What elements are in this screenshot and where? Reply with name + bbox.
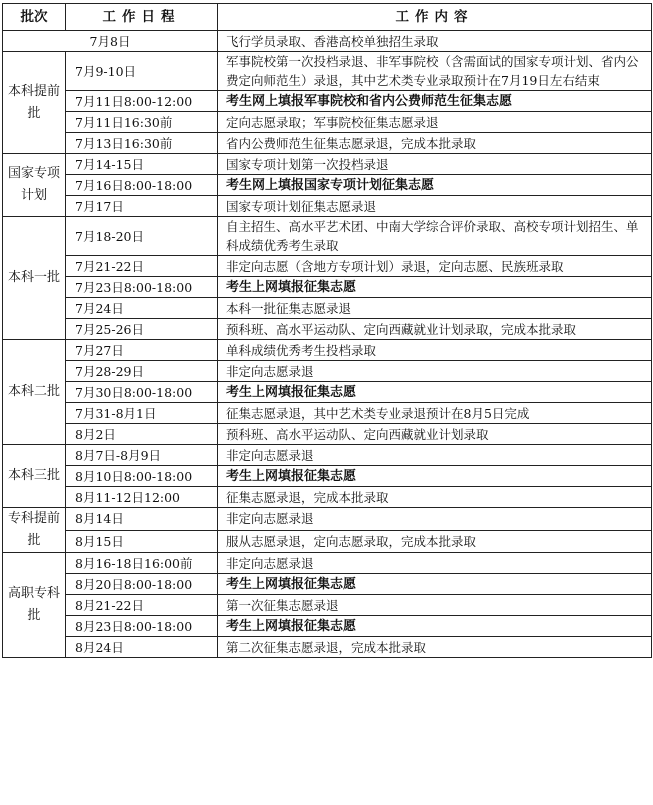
date-cell: 8月23日8:00-18:00 [66,616,218,637]
batch-cell: 专科提前批 [3,508,66,553]
table-row [3,508,652,531]
content-cell: 考生网上填报军事院校和省内公费师范生征集志愿 [218,91,652,112]
table-row [3,175,652,196]
date-cell: 7月11日16:30前 [66,112,218,133]
date-cell: 7月30日8:00-18:00 [66,382,218,403]
table-row [3,196,652,217]
table-row [3,319,652,340]
table-row [3,595,652,616]
header-row [3,4,652,31]
content-cell: 考生上网填报征集志愿 [218,277,652,298]
content-cell: 服从志愿录退，定向志愿录取，完成本批录取 [218,530,652,553]
content-cell: 预科班、高水平运动队、定向西藏就业计划录取，完成本批录取 [218,319,652,340]
table-row [3,112,652,133]
first-row-date: 7月8日 [3,31,218,52]
first-row-content: 飞行学员录取、香港高校单独招生录取 [218,31,652,52]
content-cell: 预科班、高水平运动队、定向西藏就业计划录取 [218,424,652,445]
date-cell: 7月11日8:00-12:00 [66,91,218,112]
content-cell: 征集志愿录退，完成本批录取 [218,487,652,508]
content-cell: 自主招生、高水平艺术团、中南大学综合评价录取、高校专项计划招生、单科成绩优秀考生录取 [218,217,652,256]
date-cell: 8月16-18日16:00前 [66,553,218,574]
table-row [3,445,652,466]
date-cell: 8月21-22日 [66,595,218,616]
batch-cell: 本科二批 [3,340,66,445]
date-cell: 8月14日 [66,508,218,531]
content-cell: 考生上网填报征集志愿 [218,466,652,487]
table-row [3,52,652,91]
content-cell: 非定向志愿录退 [218,553,652,574]
content-cell: 考生上网填报征集志愿 [218,574,652,595]
table-row [3,217,652,256]
table-row [3,530,652,553]
header-content: 工作内容 [218,4,652,31]
table-row [3,361,652,382]
date-cell: 7月31-8月1日 [66,403,218,424]
table-row [3,31,652,52]
content-cell: 军事院校第一次投档录退、非军事院校（含需面试的国家专项计划、省内公费定向师范生）录退，其中艺术类专业录取预计在7月19日左右结束 [218,52,652,91]
table-row [3,91,652,112]
table-row [3,424,652,445]
content-cell: 单科成绩优秀考生投档录取 [218,340,652,361]
content-cell: 国家专项计划征集志愿录退 [218,196,652,217]
date-cell: 7月25-26日 [66,319,218,340]
content-cell: 省内公费师范生征集志愿录退，完成本批录取 [218,133,652,154]
content-cell: 考生网上填报国家专项计划征集志愿 [218,175,652,196]
batch-cell: 本科提前批 [3,52,66,154]
table-row [3,298,652,319]
date-cell: 8月2日 [66,424,218,445]
date-cell: 7月13日16:30前 [66,133,218,154]
content-cell: 定向志愿录取；军事院校征集志愿录退 [218,112,652,133]
batch-cell: 本科一批 [3,217,66,340]
date-cell: 7月27日 [66,340,218,361]
date-cell: 8月11-12日12:00 [66,487,218,508]
table-row [3,487,652,508]
date-cell: 8月7日-8月9日 [66,445,218,466]
date-cell: 8月20日8:00-18:00 [66,574,218,595]
schedule-table [2,3,652,658]
content-cell: 考生上网填报征集志愿 [218,382,652,403]
content-cell: 非定向志愿录退 [218,508,652,531]
batch-cell: 国家专项计划 [3,154,66,217]
batch-cell: 本科三批 [3,445,66,508]
batch-cell: 高职专科批 [3,553,66,658]
content-cell: 第二次征集志愿录退，完成本批录取 [218,637,652,658]
content-cell: 考生上网填报征集志愿 [218,616,652,637]
content-cell: 本科一批征集志愿录退 [218,298,652,319]
table-row [3,574,652,595]
date-cell: 7月24日 [66,298,218,319]
table-row [3,616,652,637]
content-cell: 非定向志愿（含地方专项计划）录退，定向志愿、民族班录取 [218,256,652,277]
date-cell: 7月14-15日 [66,154,218,175]
date-cell: 8月15日 [66,530,218,553]
content-cell: 征集志愿录退，其中艺术类专业录退预计在8月5日完成 [218,403,652,424]
table-row [3,277,652,298]
table-row [3,403,652,424]
date-cell: 7月16日8:00-18:00 [66,175,218,196]
date-cell: 7月23日8:00-18:00 [66,277,218,298]
table-row [3,256,652,277]
table-row [3,382,652,403]
date-cell: 8月24日 [66,637,218,658]
date-cell: 7月28-29日 [66,361,218,382]
header-batch: 批次 [3,4,66,31]
date-cell: 7月18-20日 [66,217,218,256]
table-row [3,637,652,658]
content-cell: 第一次征集志愿录退 [218,595,652,616]
table-row [3,340,652,361]
content-cell: 非定向志愿录退 [218,361,652,382]
table-row [3,466,652,487]
content-cell: 非定向志愿录退 [218,445,652,466]
table-row [3,133,652,154]
date-cell: 8月10日8:00-18:00 [66,466,218,487]
date-cell: 7月21-22日 [66,256,218,277]
header-schedule: 工作日程 [66,4,218,31]
date-cell: 7月9-10日 [66,52,218,91]
table-row [3,553,652,574]
content-cell: 国家专项计划第一次投档录退 [218,154,652,175]
table-row [3,154,652,175]
date-cell: 7月17日 [66,196,218,217]
